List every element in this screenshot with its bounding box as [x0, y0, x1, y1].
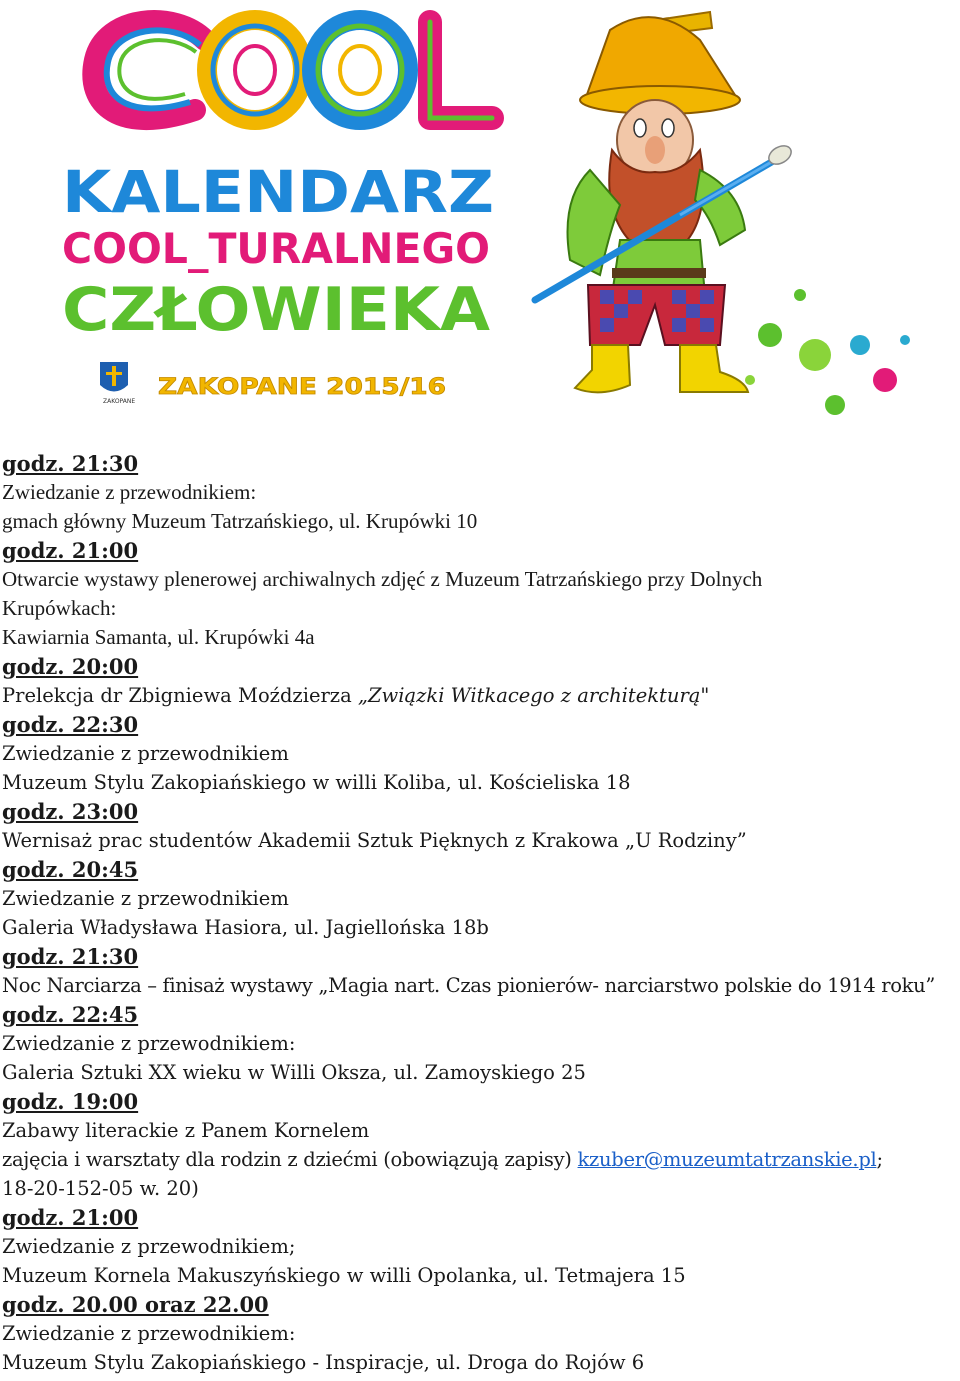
event-item	[2, 855, 960, 942]
event-location: Kawiarnia Samanta, ul. Krupówki 4a	[2, 625, 315, 649]
title-line1: KALENDARZ	[62, 158, 494, 226]
event-description: Otwarcie wystawy plenerowej archiwalnych zdjęć z Muzeum Tatrzańskiego przy Dolnych	[2, 567, 763, 591]
event-description: Prelekcja dr Zbigniewa Moździerza	[2, 684, 358, 707]
header-artwork	[0, 0, 960, 440]
event-title: Zabawy literackie z Panem Kornelem	[2, 1119, 370, 1142]
event-item	[2, 449, 960, 536]
event-description: Zwiedzanie z przewodnikiem:	[2, 1322, 296, 1345]
zakopane-crest-icon	[100, 362, 135, 405]
email-link[interactable]: kzuber@muzeumtatrzanskie.pl	[577, 1148, 877, 1171]
subtitle: ZAKOPANE 2015/16	[158, 375, 446, 400]
event-time: godz. 20.00 oraz 22.00	[2, 1292, 269, 1317]
event-location: Galeria Władysława Hasiora, ul. Jagiellońska 18b	[2, 916, 489, 939]
event-time: godz. 21:00	[2, 538, 139, 563]
event-time: godz. 21:30	[2, 944, 139, 969]
title-line2: COOL_TURALNEGO	[62, 224, 490, 273]
crest-label: ZAKOPANE	[103, 398, 136, 405]
event-item	[2, 797, 960, 855]
event-time: godz. 22:30	[2, 712, 139, 737]
event-description: Zwiedzanie z przewodnikiem;	[2, 1235, 296, 1258]
event-time: godz. 20:00	[2, 654, 139, 679]
cool-logo	[93, 20, 492, 120]
event-time: godz. 19:00	[2, 1089, 139, 1114]
event-item	[2, 536, 960, 652]
event-item	[2, 1000, 960, 1087]
event-time: godz. 21:30	[2, 451, 139, 476]
title-line3: CZŁOWIEKA	[62, 275, 491, 345]
event-item	[2, 652, 960, 710]
event-item	[2, 1087, 960, 1203]
event-description: Zwiedzanie z przewodnikiem	[2, 887, 289, 910]
event-time: godz. 21:00	[2, 1205, 139, 1230]
event-description: Zwiedzanie z przewodnikiem:	[2, 480, 257, 504]
event-description: Wernisaż prac studentów Akademii Sztuk Pięknych z Krakowa „U Rodziny”	[2, 829, 747, 852]
event-location: Galeria Sztuki XX wieku w Willi Oksza, ul. Zamoyskiego 25	[2, 1061, 586, 1084]
event-item	[2, 1290, 960, 1377]
event-location: Muzeum Kornela Makuszyńskiego w willi Opolanka, ul. Tetmajera 15	[2, 1264, 686, 1287]
event-time: godz. 23:00	[2, 799, 139, 824]
lecture-title: „Związki Witkacego z architekturą"	[357, 684, 710, 707]
header-banner	[0, 0, 960, 440]
event-list	[2, 449, 960, 1377]
event-item	[2, 942, 960, 1000]
event-description: Zwiedzanie z przewodnikiem:	[2, 1032, 296, 1055]
event-description-continued: Krupówkach:	[2, 596, 117, 620]
event-location: gmach główny Muzeum Tatrzańskiego, ul. Krupówki 10	[2, 509, 478, 533]
mountaineer-illustration	[535, 12, 910, 415]
event-description: zajęcia i warsztaty dla rodzin z dziećmi (obowiązują zapisy)	[2, 1148, 578, 1171]
event-time: godz. 22:45	[2, 1002, 139, 1027]
event-description: Noc Narciarza – finisaż wystawy „Magia nart. Czas pionierów- narciarstwo polskie do 1914 roku”	[2, 974, 935, 997]
phone-number: 18-20-152-05 w. 20)	[2, 1177, 199, 1200]
event-location: Muzeum Stylu Zakopiańskiego - Inspiracje, ul. Droga do Rojów 6	[2, 1351, 645, 1374]
event-location: Muzeum Stylu Zakopiańskiego w willi Koliba, ul. Kościeliska 18	[2, 771, 631, 794]
punctuation: ;	[876, 1148, 883, 1171]
event-description: Zwiedzanie z przewodnikiem	[2, 742, 289, 765]
event-item	[2, 710, 960, 797]
event-item	[2, 1203, 960, 1290]
event-time: godz. 20:45	[2, 857, 139, 882]
